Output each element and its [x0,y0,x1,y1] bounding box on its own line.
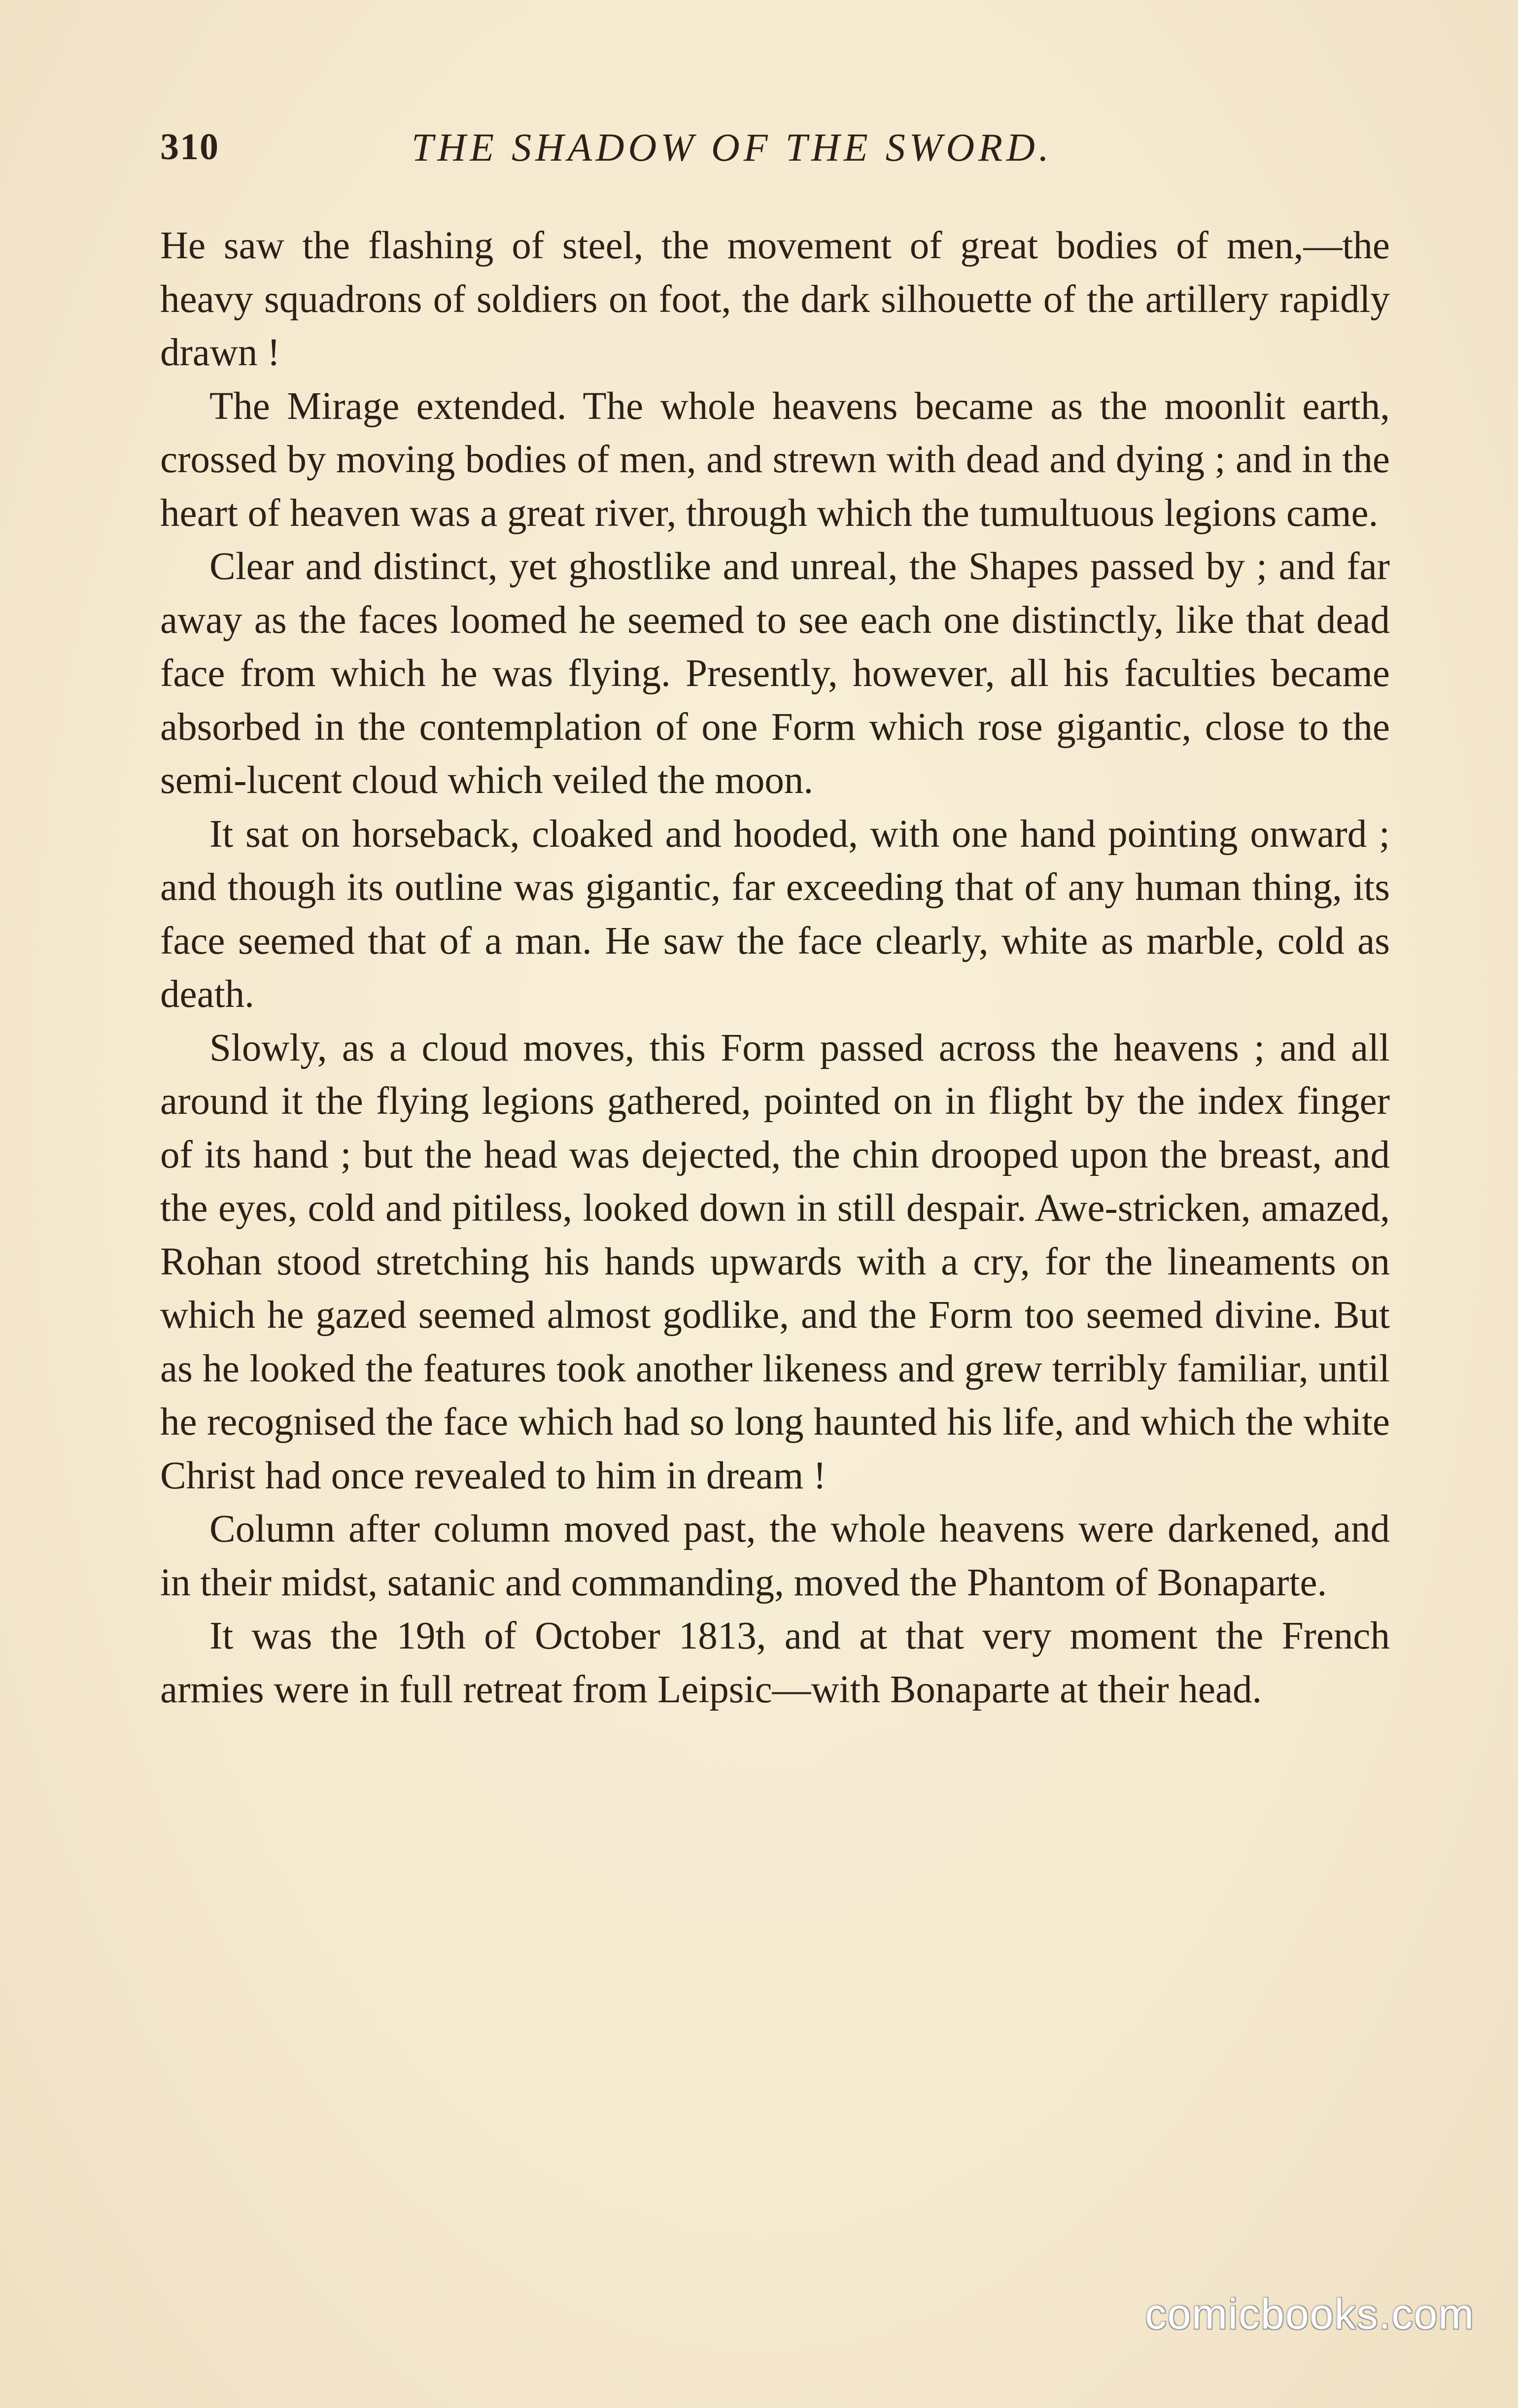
paragraph: It sat on horseback, cloaked and hooded, with one hand pointing onward ; and though its outline was gigantic, far exceeding that of any human thing, its face seemed that of a man. He saw the face clearly, white as marble, cold as death. [160,812,1390,1016]
body-text [160,219,1390,1717]
paragraph: Slowly, as a cloud moves, this Form passed across the heavens ; and all around it the flying legions gathered, pointed on in flight by the index finger of its hand ; but the head was dejected, the chin drooped upon the breast, and the eyes, cold and pitiless, looked down in still despair. Awe-stricken, amazed, Rohan stood stretching his hands upwards with a cry, for the lineaments on which he gazed seemed almost godlike, and the Form too seemed divine. But as he looked the features took another likeness and grew terribly familiar, until he recognised the face which had so long haunted his life, and which the white Christ had once revealed to him in dream ! [160,1026,1390,1497]
paragraph: Clear and distinct, yet ghostlike and unreal, the Shapes passed by ; and far away as the faces loomed he seemed to see each one distinctly, like that dead face from which he was flying. Presently, however, all his faculties became absorbed in the contemplation of one Form which rose gigantic, close to the semi-lucent cloud which veiled the moon. [160,545,1390,802]
paragraph: Column after column moved past, the whole heavens were darkened, and in their midst, satanic and commanding, moved the Phantom of Bonaparte. [160,1508,1390,1604]
page-header [160,126,1392,180]
watermark: comicbooks.com [1145,2291,1475,2338]
page-number: 310 [160,126,219,168]
running-head: THE SHADOW OF THE SWORD. [412,126,1053,170]
paragraph: He saw the flashing of steel, the movement of great bodies of men,—the heavy squadrons of soldiers on foot, the dark silhouette of the artillery rapidly drawn ! [160,224,1390,374]
paragraph: It was the 19th of October 1813, and at that very moment the French armies were in full retreat from Leipsic—with Bonaparte at their head. [160,1615,1390,1711]
paragraph: The Mirage extended. The whole heavens became as the moonlit earth, crossed by moving bodies of men, and strewn with dead and dying ; and in the heart of heaven was a great river, through which the tumultuous legions came. [160,384,1390,535]
